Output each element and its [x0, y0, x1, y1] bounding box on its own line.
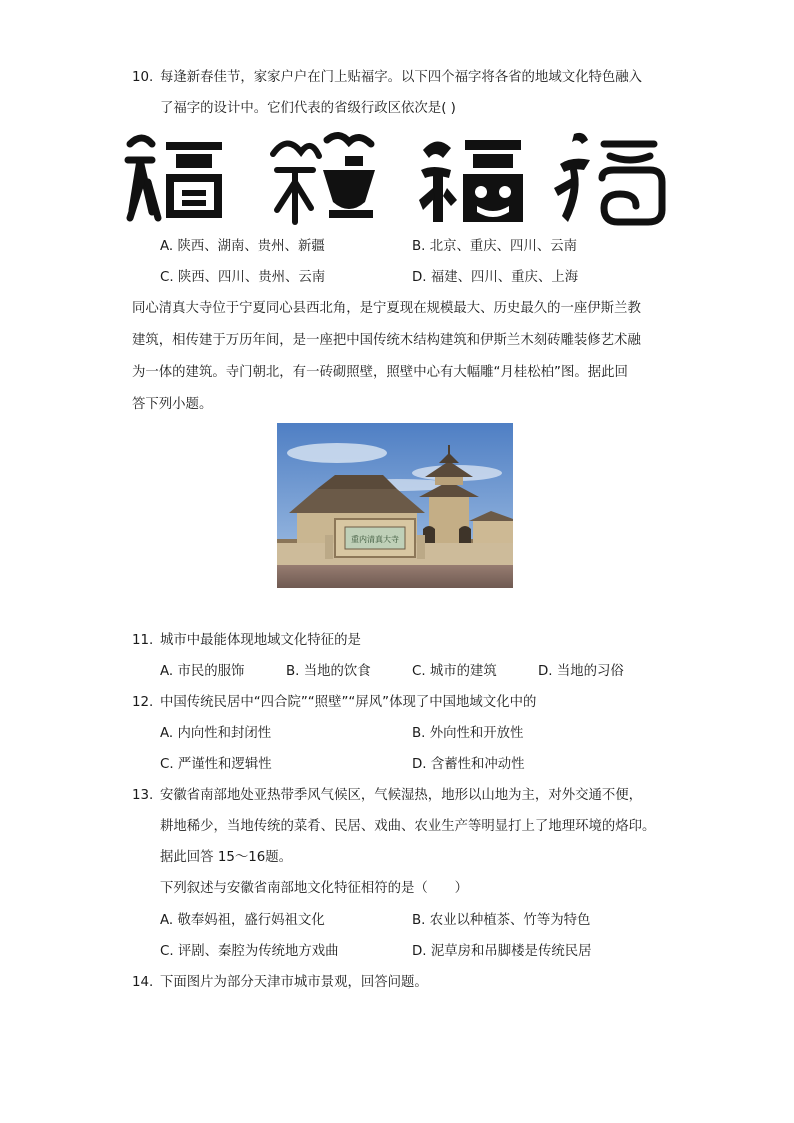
q12-option-c: C. 严谨性和逻辑性	[160, 757, 272, 772]
q10-stem-line1: 每逢新春佳节，家家户户在门上贴福字。以下四个福字将各省的地域文化特色融入	[160, 70, 643, 85]
q13-stem-line1: 安徽省南部地处亚热带季风气候区，气候湿热，地形以山地为主，对外交通不便，	[160, 788, 643, 803]
q13-option-c: C. 评剧、秦腔为传统地方戏曲	[160, 944, 339, 959]
passage-line4: 答下列小题。	[132, 397, 213, 412]
q13-option-d: D. 泥草房和吊脚楼是传统民居	[412, 944, 592, 959]
q11-option-b: B. 当地的饮食	[286, 664, 371, 679]
mosque-plaque-text: 重内清真大寺	[351, 535, 399, 544]
q13-option-a: A. 敬奉妈祖，盛行妈祖文化	[160, 913, 325, 928]
q11-number: 11.	[132, 633, 154, 648]
passage-line3: 为一体的建筑。寺门朝北，有一砖砌照壁，照壁中心有大幅雕“月桂松柏”图。据此回	[132, 365, 628, 380]
q10-stem-line2: 了福字的设计中。它们代表的省级行政区依次是( )	[160, 101, 456, 116]
q10-option-d: D. 福建、四川、重庆、上海	[412, 270, 579, 285]
q13-stem-line4: 下列叙述与安徽省南部地文化特征相符的是（ ）	[160, 881, 468, 896]
q12-number: 12.	[132, 695, 154, 710]
q12-option-d: D. 含蓄性和冲动性	[412, 757, 525, 772]
q12-option-a: A. 内向性和封闭性	[160, 726, 272, 741]
q12-stem: 中国传统民居中“四合院”“照壁”“屏风”体现了中国地域文化中的	[160, 695, 537, 710]
fu-character-2-icon	[267, 130, 382, 226]
q14-stem: 下面图片为部分天津市城市景观，回答问题。	[160, 975, 428, 990]
fu-character-4-icon	[554, 130, 669, 226]
q12-option-b: B. 外向性和开放性	[412, 726, 524, 741]
q13-option-b: B. 农业以种植茶、竹等为特色	[412, 913, 591, 928]
q13-stem-line2: 耕地稀少，当地传统的菜肴、民居、戏曲、农业生产等明显打上了地理环境的烙印。	[160, 819, 656, 834]
q10-option-c: C. 陕西、四川、贵州、云南	[160, 270, 326, 285]
q11-option-c: C. 城市的建筑	[412, 664, 497, 679]
passage-line2: 建筑，相传建于万历年间，是一座把中国传统木结构建筑和伊斯兰木刻砖雕装修艺术融	[132, 333, 641, 348]
q11-option-d: D. 当地的习俗	[538, 664, 624, 679]
q11-option-a: A. 市民的服饰	[160, 664, 245, 679]
q10-option-a: A. 陕西、湖南、贵州、新疆	[160, 239, 325, 254]
mosque-photo	[277, 423, 513, 588]
fu-character-3-icon	[417, 130, 527, 226]
q13-number: 13.	[132, 788, 154, 803]
q10-number: 10.	[132, 70, 154, 85]
q14-number: 14.	[132, 975, 154, 990]
fu-character-1-icon	[122, 130, 232, 226]
fu-characters-figure	[122, 130, 667, 226]
q11-stem: 城市中最能体现地域文化特征的是	[160, 633, 361, 648]
q13-stem-line3: 据此回答 15～16题。	[160, 850, 293, 865]
passage-line1: 同心清真大寺位于宁夏同心县西北角，是宁夏现在规模最大、历史最久的一座伊斯兰教	[132, 301, 641, 316]
q10-option-b: B. 北京、重庆、四川、云南	[412, 239, 577, 254]
